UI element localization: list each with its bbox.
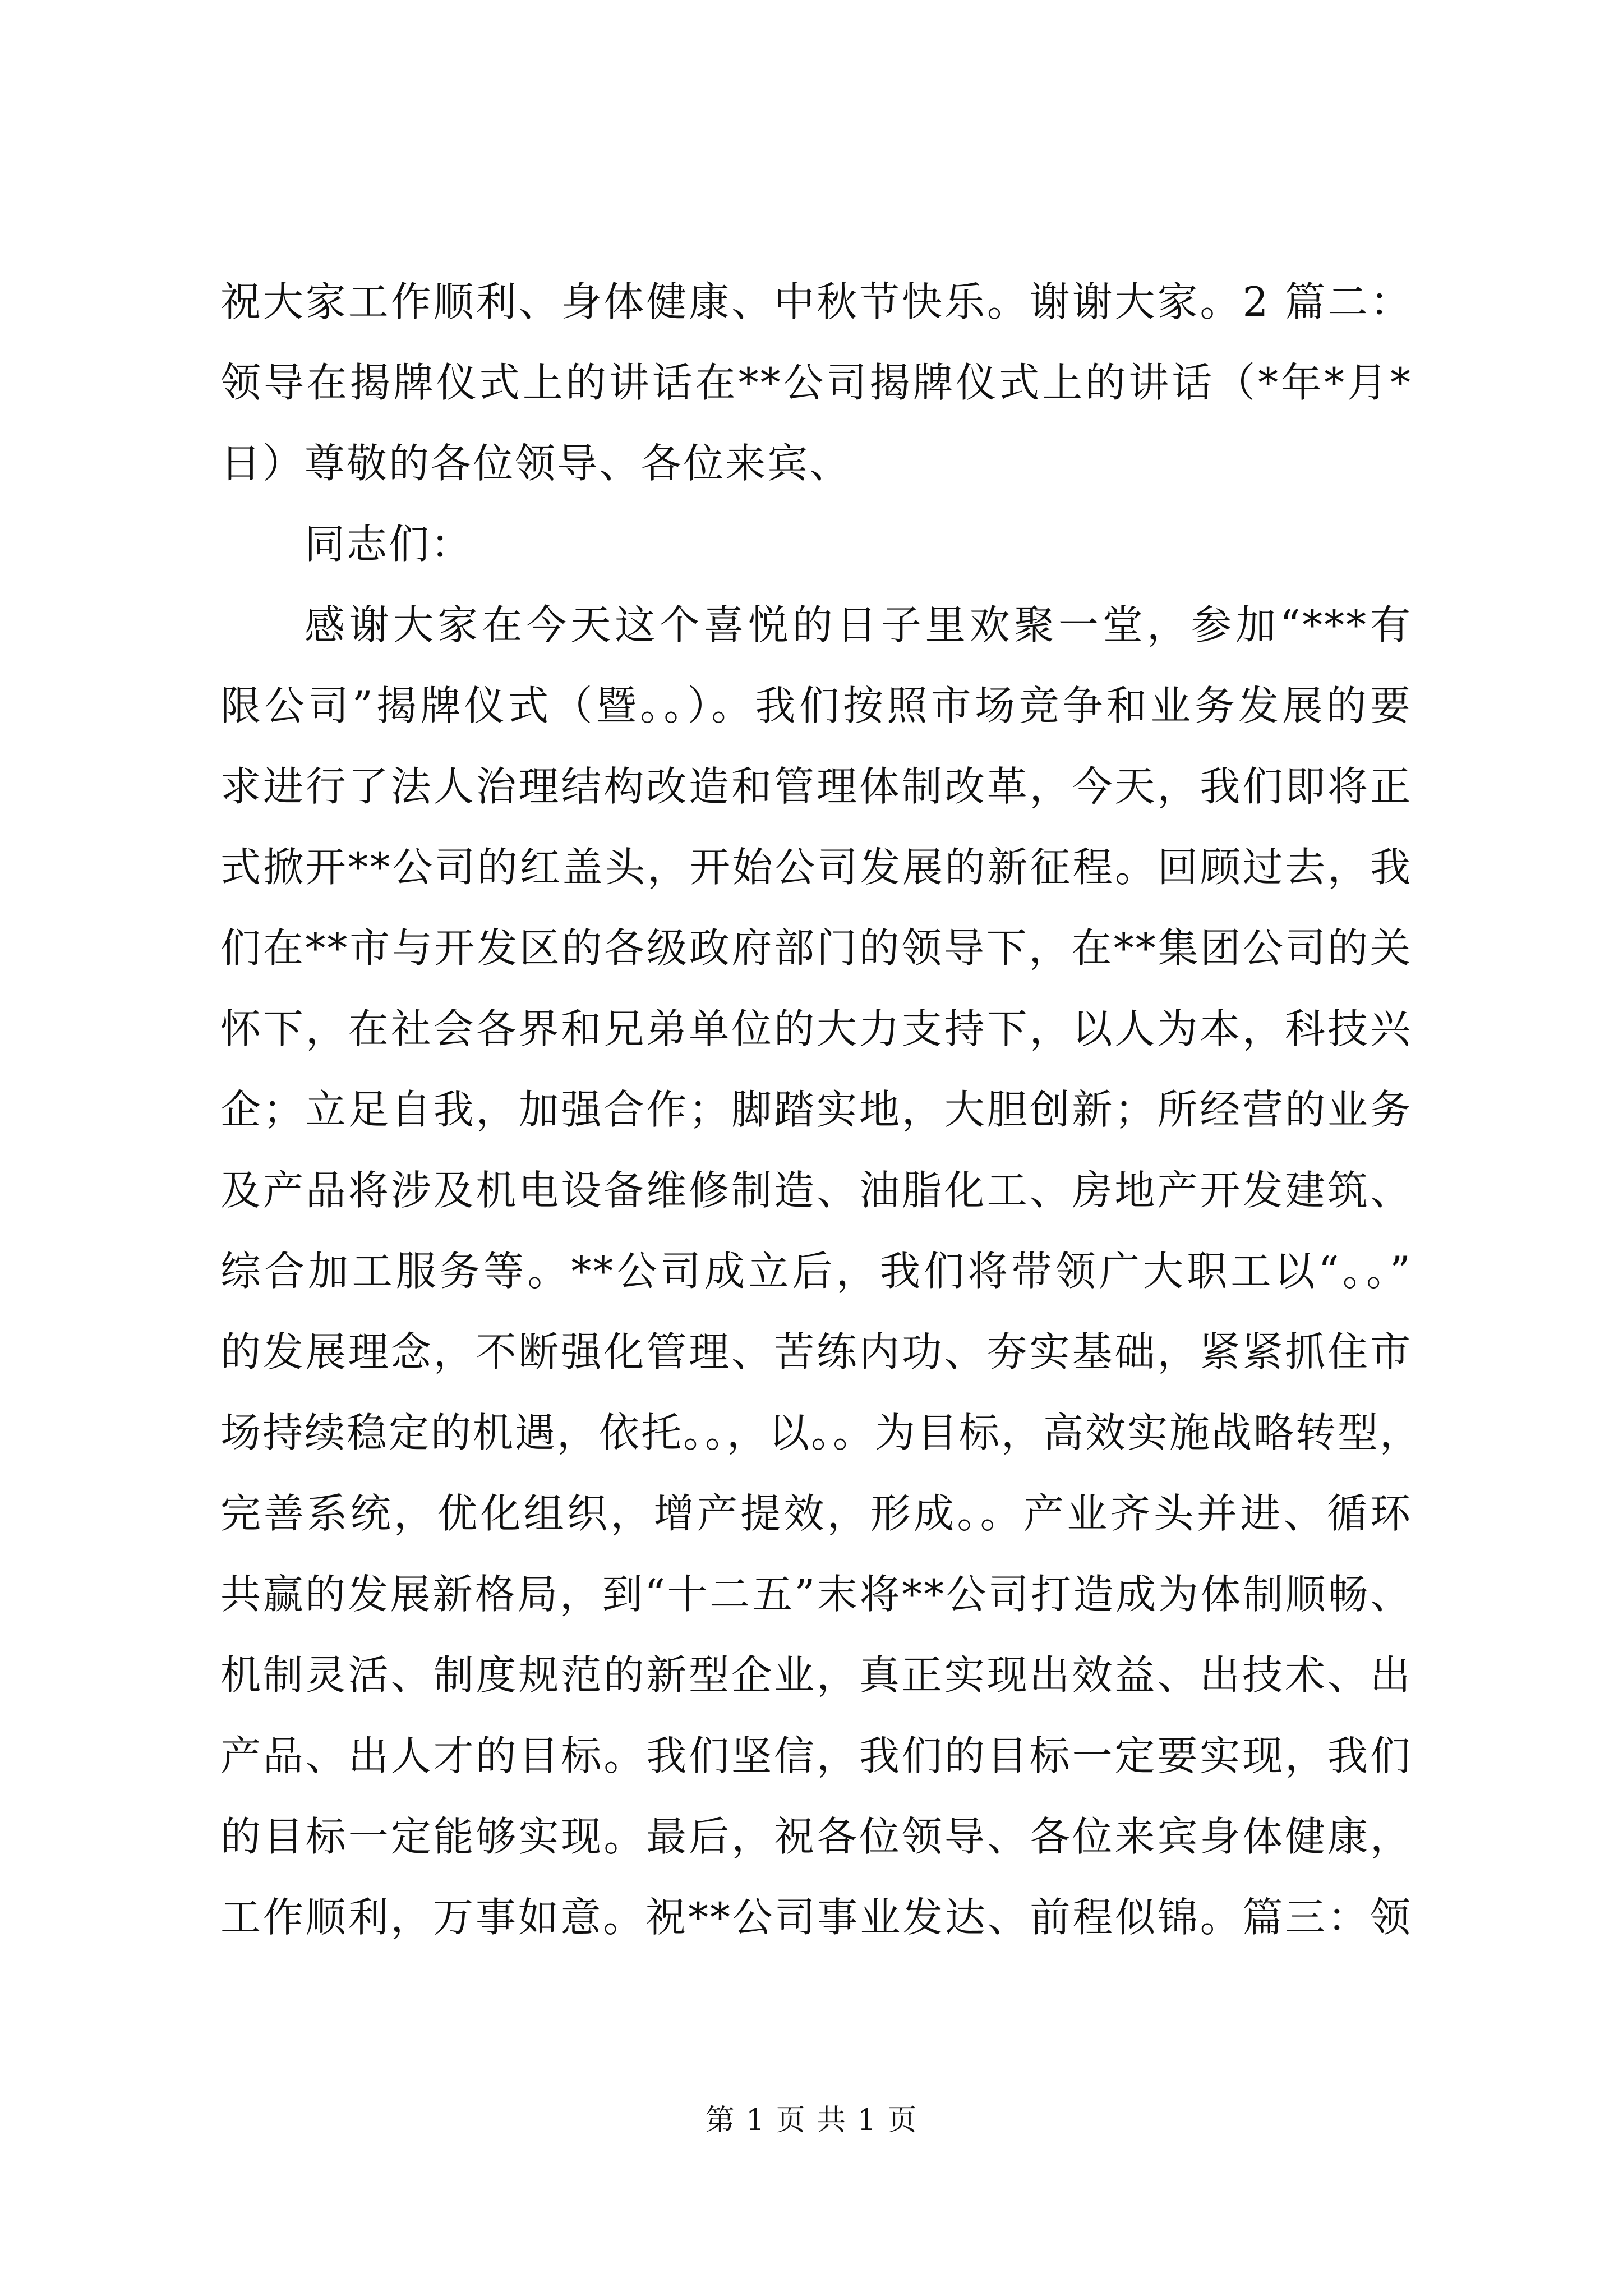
document-body <box>220 261 1422 1958</box>
text-line: 领导在揭牌仪式上的讲话在**公司揭牌仪式上的讲话（*年*月* <box>220 359 1412 406</box>
salutation-line: 同志们： <box>305 521 473 568</box>
text-line: 祝大家工作顺利、身体健康、中秋节快乐。谢谢大家。2 篇二： <box>220 278 1412 325</box>
text-line: 怀下，在社会各界和兄弟单位的大力支持下，以人为本，科技兴 <box>220 1005 1412 1052</box>
text-line: 完善系统，优化组织，增产提效，形成。。产业齐头并进、循环 <box>220 1490 1412 1537</box>
paragraph-first-line: 感谢大家在今天这个喜悦的日子里欢聚一堂，参加“***有 <box>305 601 1412 648</box>
text-line: 场持续稳定的机遇，依托。。，以。。为目标，高效实施战略转型， <box>220 1409 1422 1456</box>
text-line: 产品、出人才的目标。我们坚信，我们的目标一定要实现，我们 <box>220 1732 1412 1779</box>
text-line: 综合加工服务等。**公司成立后，我们将带领广大职工以“。。” <box>220 1248 1412 1295</box>
page-number-footer: 第 1 页 共 1 页 <box>705 2104 918 2137</box>
text-line: 式掀开**公司的红盖头，开始公司发展的新征程。回顾过去，我 <box>220 844 1412 891</box>
text-line: 的发展理念，不断强化管理、苦练内功、夯实基础，紧紧抓住市 <box>220 1328 1412 1375</box>
text-line: 们在**市与开发区的各级政府部门的领导下，在**集团公司的关 <box>220 924 1412 972</box>
text-line: 机制灵活、制度规范的新型企业，真正实现出效益、出技术、出 <box>220 1651 1412 1699</box>
text-line: 日）尊敬的各位领导、各位来宾、 <box>220 440 852 487</box>
text-line: 及产品将涉及机电设备维修制造、油脂化工、房地产开发建筑、 <box>220 1167 1412 1214</box>
text-line: 的目标一定能够实现。最后，祝各位领导、各位来宾身体健康， <box>220 1813 1412 1860</box>
text-line: 共赢的发展新格局，到“十二五”末将**公司打造成为体制顺畅、 <box>220 1571 1412 1618</box>
text-line: 限公司”揭牌仪式（暨。。）。我们按照市场竞争和业务发展的要 <box>220 682 1412 729</box>
text-line: 工作顺利，万事如意。祝**公司事业发达、前程似锦。篇三：领 <box>220 1894 1412 1941</box>
text-line: 企；立足自我，加强合作；脚踏实地，大胆创新；所经营的业务 <box>220 1086 1412 1133</box>
text-line: 求进行了法人治理结构改造和管理体制改革，今天，我们即将正 <box>220 763 1412 810</box>
